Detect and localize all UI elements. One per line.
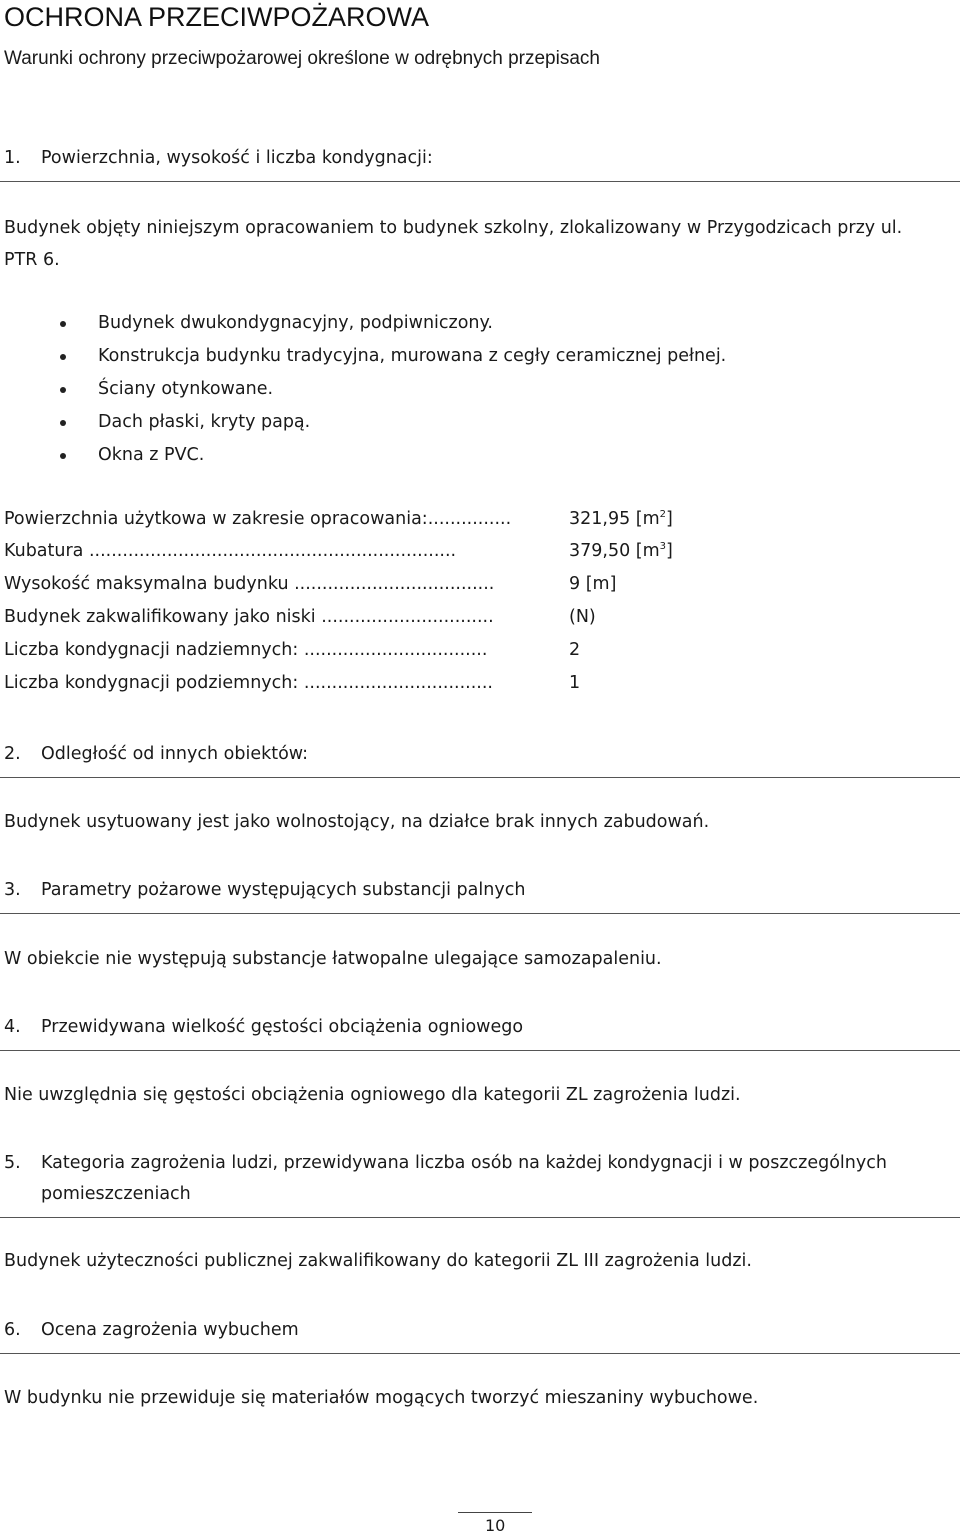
spec-row-floors-above: Liczba kondygnacji nadziemnych: ................................. 2	[4, 640, 581, 660]
bullet-dot-icon	[60, 420, 66, 426]
bullet-dot-icon	[60, 453, 66, 459]
bullet-dot-icon	[60, 321, 66, 327]
section-divider	[0, 1217, 960, 1218]
section-divider	[0, 777, 960, 778]
bullet-dot-icon	[60, 387, 66, 393]
spec-row-classification: Budynek zakwalifikowany jako niski ............................... (N)	[4, 607, 596, 627]
spec-row-max-height: Wysokość maksymalna budynku .................................... 9 [m]	[4, 574, 617, 594]
page-number: 10	[485, 1516, 506, 1535]
section-heading-6: 6. Ocena zagrożenia wybuchem	[4, 1320, 299, 1340]
bullet-dot-icon	[60, 354, 66, 360]
spec-row-floors-below: Liczba kondygnacji podziemnych: .................................. 1	[4, 673, 581, 693]
section-heading-3: 3. Parametry pożarowe występujących substancji palnych	[4, 880, 526, 900]
section-6-text: W budynku nie przewiduje się materiałów mogących tworzyć mieszaniny wybuchowe.	[4, 1388, 759, 1408]
spec-row-usable-area: Powierzchnia użytkowa w zakresie opracowania:............... 321,95 $[m^2]$	[4, 509, 673, 529]
section-heading-5-line-2: pomieszczeniach	[41, 1184, 191, 1204]
section-3-text: W obiekcie nie występują substancje łatwopalne ulegające samozapaleniu.	[4, 949, 662, 969]
section-1-intro-line-1: Budynek objęty niniejszym opracowaniem to budynek szkolny, zlokalizowany w Przygodzicach przy ul.	[4, 218, 903, 238]
document-title: OCHRONA PRZECIWPOŻAROWA	[4, 2, 430, 32]
footer-divider	[458, 1512, 532, 1513]
section-5-text: Budynek użyteczności publicznej zakwalifikowany do kategorii ZL III zagrożenia ludzi.	[4, 1251, 752, 1271]
section-heading-2: 2. Odległość od innych obiektów:	[4, 744, 309, 764]
section-divider	[0, 1050, 960, 1051]
section-1-intro-line-2: PTR 6.	[4, 250, 60, 270]
section-divider	[0, 1353, 960, 1354]
section-2-text: Budynek usytuowany jest jako wolnostojący, na działce brak innych zabudowań.	[4, 812, 710, 832]
section-heading-5: 5. Kategoria zagrożenia ludzi, przewidywana liczba osób na każdej kondygnacji i w poszczególnych	[4, 1153, 887, 1173]
section-heading-4: 4. Przewidywana wielkość gęstości obciążenia ogniowego	[4, 1017, 524, 1037]
section-divider	[0, 913, 960, 914]
section-divider	[0, 181, 960, 182]
section-4-text: Nie uwzględnia się gęstości obciążenia ogniowego dla kategorii ZL zagrożenia ludzi.	[4, 1085, 741, 1105]
document-subtitle: Warunki ochrony przeciwpożarowej określone w odrębnych przepisach	[4, 48, 600, 69]
section-heading-1: 1. Powierzchnia, wysokość i liczba kondygnacji:	[4, 148, 433, 168]
spec-row-volume: Kubatura .................................................................. 379,50 $[m^3]$	[4, 541, 673, 561]
